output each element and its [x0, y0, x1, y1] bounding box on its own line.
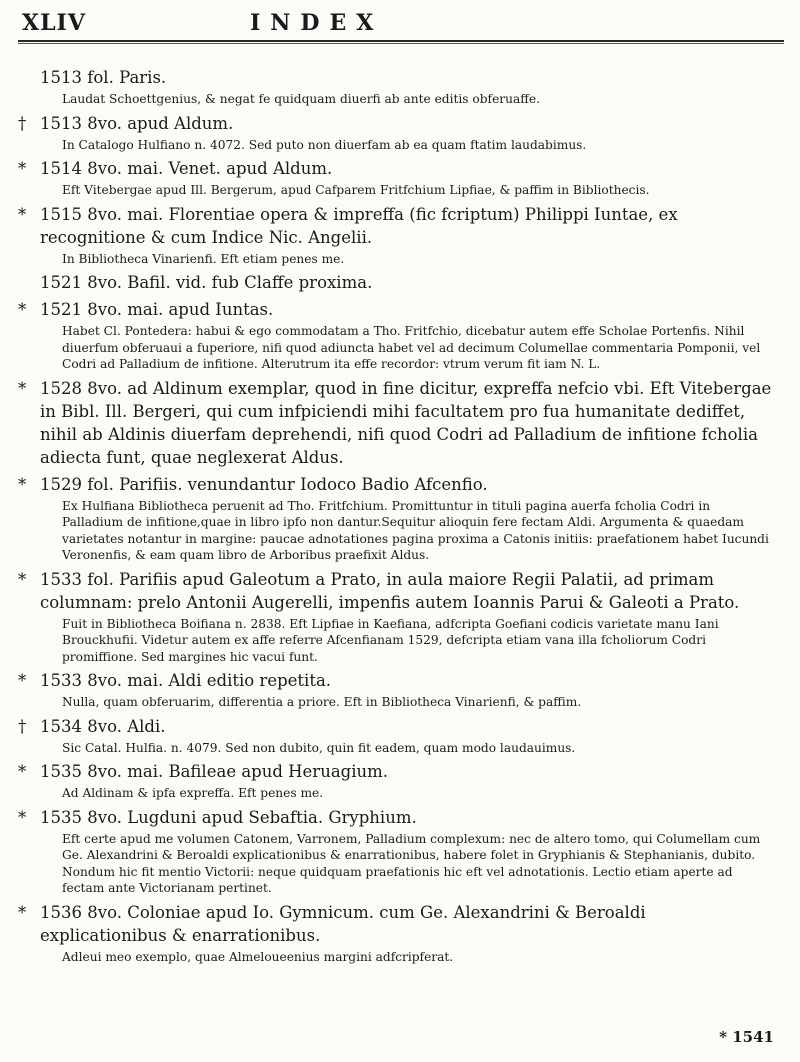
entry-heading — [0, 157, 800, 180]
entry-text: mai. Bafileae apud Heruagium. — [127, 762, 389, 781]
index-entry — [0, 66, 800, 108]
entry-list — [0, 66, 800, 969]
page-number: XLIV — [22, 10, 86, 36]
entry-format: 8vo. — [87, 204, 122, 224]
entry-note: Ex Hulfiana Bibliotheca peruenit ad Tho. Fritfchium. Promittuntur in tituli pagina auerfa fcholia Codri in Palladium de infitione,quae in libro ipfo non dantur.Sequitur alioquin fere fectam Aldi. Argumenta & quaedam varietates notantur in margine: paucae adnotationes pagina proxima a Catonis initiis: praefationem habet Iucundi Veronenfis, & eam quam libro de Arboribus praefixit Aldus. — [62, 498, 769, 562]
entry-mark: * — [18, 474, 27, 494]
entry-note: Eft certe apud me volumen Catonem, Varronem, Palladium complexum: nec de altero tomo, qui Columellam cum Ge. Alexandrini & Beroaldi explicationibus & enarrationibus, habere folet in Gryphianis & Stephanianis, dubito. Nondum hic fit mentio Victorii: neque quidquam praefationis hic eft vel adnotationis. Lectio etiam aperte ad fectam ante Victorianam pertinet. — [62, 831, 761, 895]
entry-heading — [0, 473, 800, 496]
page-title: INDEX — [250, 10, 384, 36]
entry-mark: † — [18, 113, 27, 133]
entry-heading — [0, 806, 800, 829]
entry-heading — [0, 377, 800, 469]
entry-heading — [0, 298, 800, 321]
entry-year: 1521 — [40, 300, 82, 319]
index-entry — [0, 157, 800, 199]
entry-heading — [0, 271, 800, 294]
entry-text: ad Aldinum exemplar, quod in fine dicitur, expreffa nefcio vbi. Eft Vitebergae in Bibl. Ill. Bergeri, qui cum infpiciendi mihi facultatem pro fua humanitate dediffet, nihil ab Aldinis diuerfam deprehendi, nifi quod Codri ad Palladium de infitione fcholia adiecta funt, quae neglexerat Aldus. — [40, 378, 772, 467]
entry-format: fol. — [87, 68, 114, 87]
entry-heading — [0, 760, 800, 783]
index-entry — [0, 112, 800, 154]
entry-note: Sic Catal. Hulfia. n. 4079. Sed non dubito, quin fit eadem, quam modo laudauimus. — [62, 740, 576, 755]
entry-year: 1535 — [40, 762, 82, 781]
index-entry — [0, 298, 800, 373]
header-rule-thin — [18, 43, 784, 44]
entry-text: Lugduni apud Sebaftia. Gryphium. — [127, 807, 417, 827]
entry-year: 1535 — [40, 807, 82, 827]
entry-format: 8vo. — [87, 159, 122, 178]
entry-note: Adleui meo exemplo, quae Almeloueenius margini adfcripferat. — [62, 949, 454, 964]
entry-year: 1521 — [40, 273, 82, 292]
index-entry — [0, 568, 800, 666]
index-entry — [0, 473, 800, 564]
page-header — [0, 6, 800, 40]
entry-year: 1515 — [40, 204, 82, 224]
entry-text: Parifiis. venundantur Iodoco Badio Afcenfio. — [119, 474, 488, 494]
entry-heading — [0, 66, 800, 89]
header-rule — [18, 40, 784, 42]
entry-format: 8vo. — [87, 378, 122, 398]
entry-year: 1534 — [40, 716, 82, 736]
entry-year: 1528 — [40, 378, 82, 398]
index-entry — [0, 669, 800, 711]
entry-year: 1514 — [40, 159, 82, 178]
entry-text: Coloniae apud Io. Gymnicum. cum Ge. Alexandrini & Beroaldi explicationibus & enarrationibus. — [40, 902, 646, 945]
entry-note: Eft Vitebergae apud Ill. Bergerum, apud Cafparem Fritfchium Lipfiae, & paffim in Bibliothecis. — [62, 183, 650, 197]
entry-heading — [0, 901, 800, 947]
entry-text: Parifiis apud Galeotum a Prato, in aula maiore Regii Palatii, ad primam columnam: prelo Antonii Augerelli, impenfis autem Ioannis Parui & Galeoti a Prato. — [40, 569, 740, 612]
entry-heading — [0, 203, 800, 249]
entry-note: Laudat Schoettgenius, & negat fe quidquam diuerfi ab ante editis obferuaffe. — [62, 92, 540, 106]
entry-heading — [0, 568, 800, 614]
entry-text: apud Aldum. — [127, 113, 234, 133]
entry-format: 8vo. — [87, 807, 122, 827]
entry-note: In Catalogo Hulfiano n. 4072. Sed puto non diuerfam ab ea quam ftatim laudabimus. — [62, 137, 587, 152]
entry-mark: * — [18, 204, 27, 224]
entry-note: Ad Aldinam & ipfa expreffa. Eft penes me. — [62, 786, 324, 800]
entry-text: Paris. — [119, 68, 167, 87]
entry-text: Aldi. — [127, 716, 166, 736]
entry-heading — [0, 669, 800, 692]
entry-year: 1513 — [40, 68, 82, 87]
entry-year: 1536 — [40, 902, 82, 922]
entry-format: 8vo. — [87, 273, 122, 292]
entry-heading — [0, 715, 800, 738]
entry-text: mai. apud Iuntas. — [127, 300, 274, 319]
entry-format: 8vo. — [87, 716, 122, 736]
entry-mark: * — [18, 378, 27, 398]
entry-format: 8vo. — [87, 671, 122, 690]
entry-year: 1513 — [40, 113, 82, 133]
entry-text: Bafil. vid. fub Claffe proxima. — [127, 273, 373, 292]
entry-format: fol. — [87, 569, 114, 589]
entry-format: 8vo. — [87, 300, 122, 319]
index-entry — [0, 203, 800, 268]
entry-format: 8vo. — [87, 902, 122, 922]
entry-text: mai. Venet. apud Aldum. — [127, 159, 333, 178]
entry-text: mai. Aldi editio repetita. — [127, 671, 332, 690]
index-entry — [0, 760, 800, 802]
entry-text: mai. Florentiae opera & impreffa (fic fcriptum) Philippi Iuntae, ex recognitione & cum Indice Nic. Angelii. — [40, 204, 678, 247]
entry-year: 1533 — [40, 671, 82, 690]
entry-mark: * — [18, 762, 27, 781]
index-entry — [0, 806, 800, 897]
index-entry — [0, 901, 800, 966]
entry-mark: * — [18, 159, 27, 178]
entry-note: In Bibliotheca Vinarienfi. Eft etiam penes me. — [62, 251, 345, 266]
entry-mark: † — [18, 716, 27, 736]
index-entry — [0, 271, 800, 298]
entry-year: 1533 — [40, 569, 82, 589]
entry-mark: * — [18, 671, 27, 690]
catchword: * 1541 — [719, 1028, 774, 1046]
entry-mark: * — [18, 902, 27, 922]
entry-mark: * — [18, 569, 27, 589]
index-entry — [0, 377, 800, 473]
entry-mark: * — [18, 300, 27, 319]
entry-format: fol. — [87, 474, 114, 494]
index-entry — [0, 715, 800, 757]
entry-mark: * — [18, 807, 27, 827]
entry-note: Fuit in Bibliotheca Boifiana n. 2838. Eft Lipfiae in Kaefiana, adfcripta Goefiani codicis varietate manu Iani Brouckhufii. Videtur autem ex affe referre Afcenfianam 1529, defcripta etiam vana illa fcholiorum Codri promiffione. Sed margines hic vacui funt. — [62, 616, 719, 664]
entry-heading — [0, 112, 800, 135]
entry-format: 8vo. — [87, 113, 122, 133]
entry-note: Nulla, quam obferuarim, differentia a priore. Eft in Bibliotheca Vinarienfi, & paffim. — [62, 695, 582, 709]
entry-year: 1529 — [40, 474, 82, 494]
entry-note: Habet Cl. Pontedera: habui & ego commodatam a Tho. Fritfchio, dicebatur autem effe Scholae Portenfis. Nihil diuerfum obferuaui a fuperiore, nifi quod adiuncta habet vel ad decimum Columellae commentaria Pomponii, vel Codri ad Palladium de infitione. Alterutrum ita effe recordor: vtrum verum fit iam N. L. — [62, 324, 761, 371]
entry-format: 8vo. — [87, 762, 122, 781]
